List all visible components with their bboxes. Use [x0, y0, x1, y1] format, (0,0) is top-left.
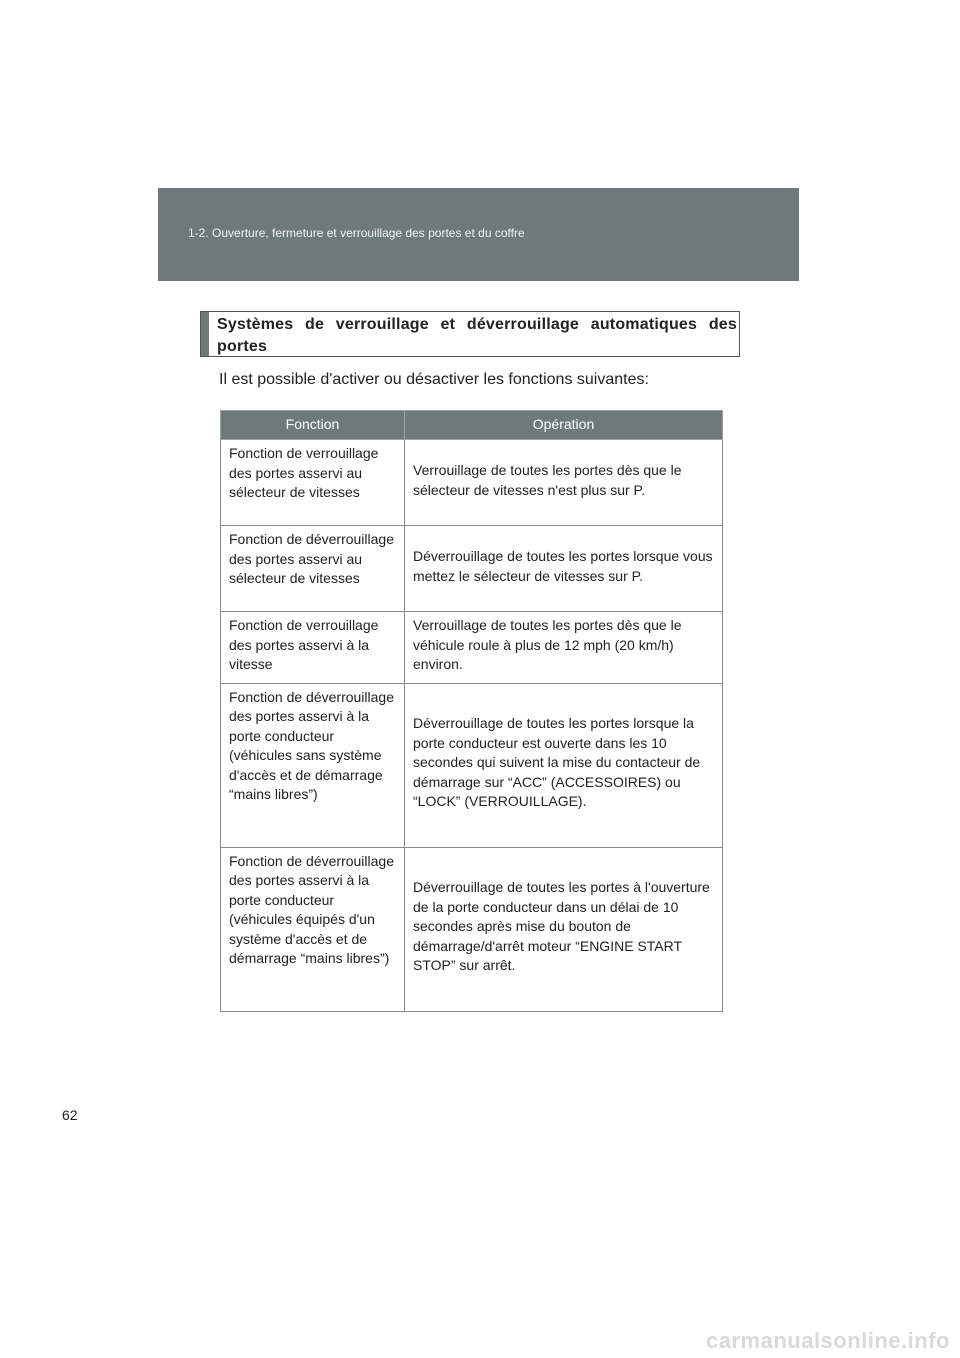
fonction-cell: Fonction de déverrouillage des portes asservi à la porte conducteur (véhicules équipés d'un système d'accès et de démarrage “mains libres”) [221, 847, 405, 1011]
header-operation: Opération [405, 411, 723, 440]
section-title: Systèmes de verrouillage et déverrouillage automatiques des portes [217, 316, 737, 355]
section-heading-bar [201, 312, 209, 356]
watermark: carmanualsonline.info [706, 1328, 950, 1353]
fonction-cell: Fonction de verrouillage des portes asservi à la vitesse [221, 612, 405, 684]
breadcrumb: 1-2. Ouverture, fermeture et verrouillage des portes et du coffre [188, 226, 525, 240]
table-header-row [221, 411, 723, 440]
fonction-cell: Fonction de verrouillage des portes asservi au sélecteur de vitesses [221, 440, 405, 526]
operation-cell: Verrouillage de toutes les portes dès que le véhicule roule à plus de 12 mph (20 km/h) environ. [405, 612, 723, 684]
operation-cell: Déverrouillage de toutes les portes lorsque la porte conducteur est ouverte dans les 10 secondes qui suivent la mise du contacteur de démarrage sur “ACC” (ACCESSOIRES) ou “LOCK” (VERROUILLAGE). [405, 683, 723, 847]
intro-text: Il est possible d'activer ou désactiver les fonctions suivantes: [219, 371, 649, 388]
section-heading-box [200, 311, 740, 357]
page-number: 62 [62, 1107, 78, 1123]
table-row [221, 683, 723, 847]
operation-cell: Déverrouillage de toutes les portes lorsque vous mettez le sélecteur de vitesses sur P. [405, 526, 723, 612]
operation-cell: Déverrouillage de toutes les portes à l'ouverture de la porte conducteur dans un délai de 10 secondes après mise du bouton de démarrage/d'arrêt moteur “ENGINE START STOP” sur arrêt. [405, 847, 723, 1011]
table-row [221, 847, 723, 1011]
table-row [221, 440, 723, 526]
chapter-header-band [158, 188, 799, 281]
header-fonction: Fonction [221, 411, 405, 440]
table-row [221, 526, 723, 612]
fonction-cell: Fonction de déverrouillage des portes asservi à la porte conducteur (véhicules sans système d'accès et de démarrage “mains libres”) [221, 683, 405, 847]
functions-table [220, 410, 723, 1012]
table-row [221, 612, 723, 684]
fonction-cell: Fonction de déverrouillage des portes asservi au sélecteur de vitesses [221, 526, 405, 612]
operation-cell: Verrouillage de toutes les portes dès que le sélecteur de vitesses n'est plus sur P. [405, 440, 723, 526]
